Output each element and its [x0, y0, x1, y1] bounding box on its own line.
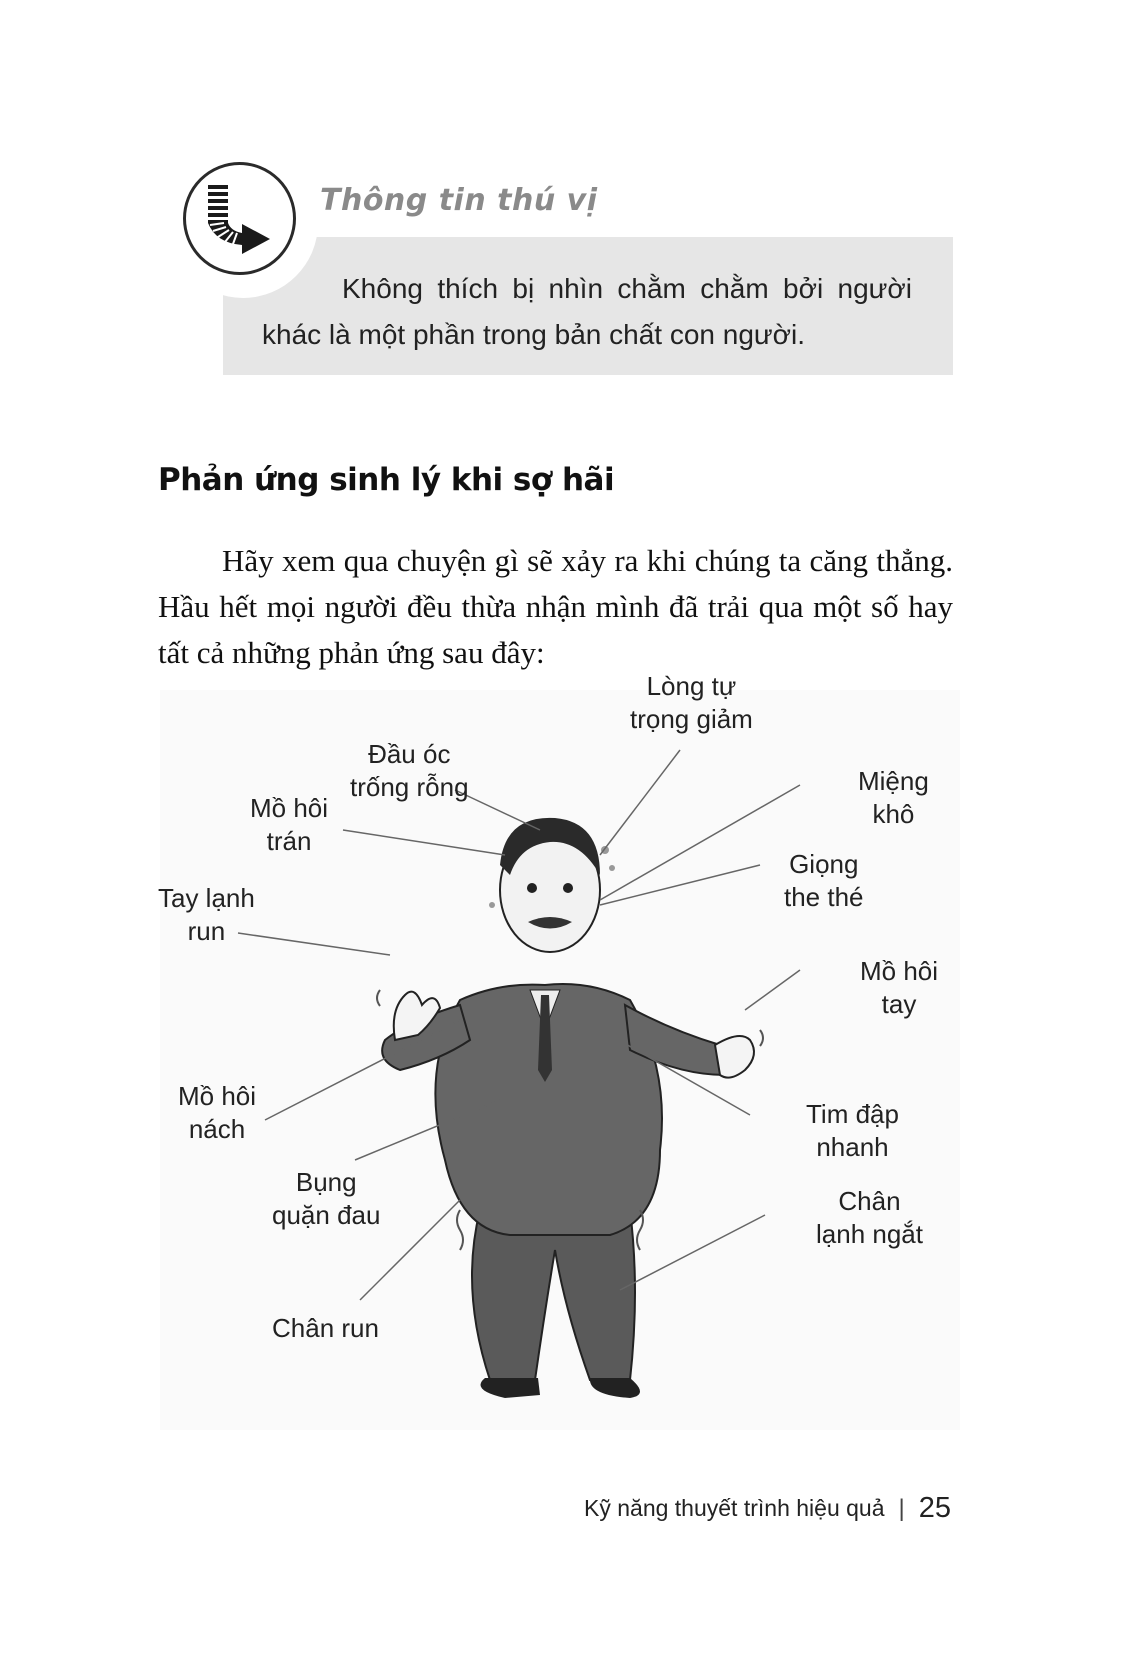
- label-heart-racing: Tim đập nhanh: [806, 1099, 899, 1162]
- man-drawing: [377, 818, 763, 1398]
- label-shrill-voice: Giọng the thé: [784, 849, 864, 912]
- page-number: 25: [918, 1492, 951, 1524]
- info-icon: [183, 162, 296, 275]
- footer-separator: |: [898, 1494, 905, 1522]
- info-title: Thông tin thú vị: [320, 183, 598, 218]
- label-stomach-ache: Bụng quặn đau: [272, 1167, 381, 1230]
- label-armpit-sweat: Mồ hôi nách: [178, 1081, 257, 1144]
- label-self-esteem: Lòng tự trọng giảm: [630, 671, 753, 734]
- label-dry-mouth: Miệng khô: [858, 766, 929, 829]
- fear-reactions-illustration: [158, 671, 960, 1430]
- body-paragraph: Hãy xem qua chuyện gì sẽ xảy ra khi chúng ta căng thẳng. Hầu hết mọi người đều thừa nhận mình đã trải qua một số hay tất cả những phản ứng sau đây:: [158, 543, 953, 670]
- book-title: Kỹ năng thuyết trình hiệu quả: [584, 1495, 885, 1521]
- section-heading: Phản ứng sinh lý khi sợ hãi: [158, 462, 615, 498]
- curved-arrow-icon: [186, 165, 293, 272]
- label-cold-feet: Chân lạnh ngắt: [816, 1186, 923, 1249]
- label-forehead-sweat: Mồ hôi trán: [250, 793, 329, 856]
- page-footer: [584, 1492, 951, 1525]
- label-blank-mind: Đầu óc trống rỗng: [350, 739, 469, 802]
- label-shaky-legs: Chân run: [272, 1313, 379, 1343]
- label-sweaty-hands: Mồ hôi tay: [860, 956, 939, 1019]
- info-text: Không thích bị nhìn chằm chằm bởi người khác là một phần trong bản chất con người.: [262, 273, 912, 350]
- label-cold-hands: Tay lạnh run: [158, 883, 255, 946]
